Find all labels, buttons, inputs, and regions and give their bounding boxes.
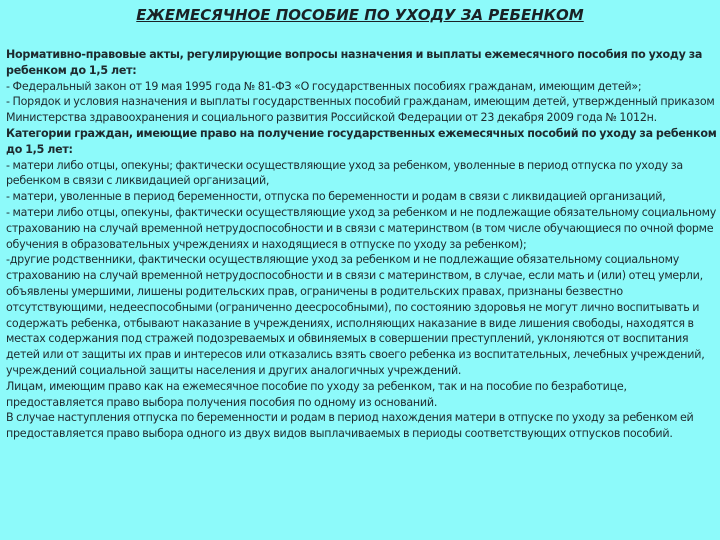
section-heading: Нормативно-правовые акты, регулирующие вопросы назначения и выплаты ежемесячного пособия по уходу за ребенком до 1,5 лет: xyxy=(6,48,703,77)
list-item: - матери либо отцы, опекуны; фактически осуществляющие уход за ребенком, уволенные в период отпуска по уходу за ребенком в связи с ликвидацией организаций, xyxy=(6,158,683,188)
paragraph: Лицам, имеющим право как на ежемесячное пособие по уходу за ребенком, так и на пособие по безработице, предоставляется право выбора получения пособия по одному из оснований. xyxy=(6,379,627,409)
paragraph: В случае наступления отпуска по беременности и родам в период нахождения матери в отпуске по уходу за ребенком ей предоставляется право выбора одного из двух видов выплачиваемых в периоды соответствующих отпусков пособий. xyxy=(6,411,694,441)
list-item: - Федеральный закон от 19 мая 1995 года № 81-ФЗ «О государственных пособиях гражданам, имеющим детей»; xyxy=(6,79,642,93)
section-heading: Категории граждан, имеющие право на получение государственных ежемесячных пособий по уходу за ребенком до 1,5 лет: xyxy=(6,126,717,156)
document-body xyxy=(6,47,718,442)
list-item: - Порядок и условия назначения и выплаты государственных пособий гражданам, имеющим детей, утвержденный приказом Министерства здравоохранения и социального развития Российской Федерации от 23 декабря 2009 года № 1012н. xyxy=(6,95,715,125)
list-item: -другие родственники, фактически осуществляющие уход за ребенком и не подлежащие обязательному социальному страхованию на случай временной нетрудоспособности и в связи с материнством, в случае, если мать и (или) отец умерли, объявлены умершими, лишены родительских прав, ограничены в родительских правах, признаны безвестно отсутствующими, недееспособными (ограниченно деесрособными), по состоянию здоровья не могут лично воспитывать и содержать ребенка, отбывают наказание в учреждениях, исполняющих наказание в виде лишения свободы, находятся в местах содержания под стражей подозреваемых и обвиняемых в совершении преступлений, уклоняются от воспитания детей или от защиты их прав и интересов или отказались взять своего ребенка из воспитательных, лечебных учреждений, учреждений социальной защиты населения и других аналогичных учреждений. xyxy=(6,253,705,377)
list-item: - матери либо отцы, опекуны, фактически осуществляющие уход за ребенком и не подлежащие обязательному социальному страхованию на случай временной нетрудоспособности и в связи с материнством (в том числе обучающиеся по очной форме обучения в образовательных учреждениях и находящиеся в отпуске по уходу за ребенком); xyxy=(6,205,717,251)
list-item: - матери, уволенные в период беременности, отпуска по беременности и родам в связи с ликвидацией организаций, xyxy=(6,190,666,204)
page-title: ЕЖЕМЕСЯЧНОЕ ПОСОБИЕ ПО УХОДУ ЗА РЕБЕНКОМ xyxy=(136,6,584,24)
